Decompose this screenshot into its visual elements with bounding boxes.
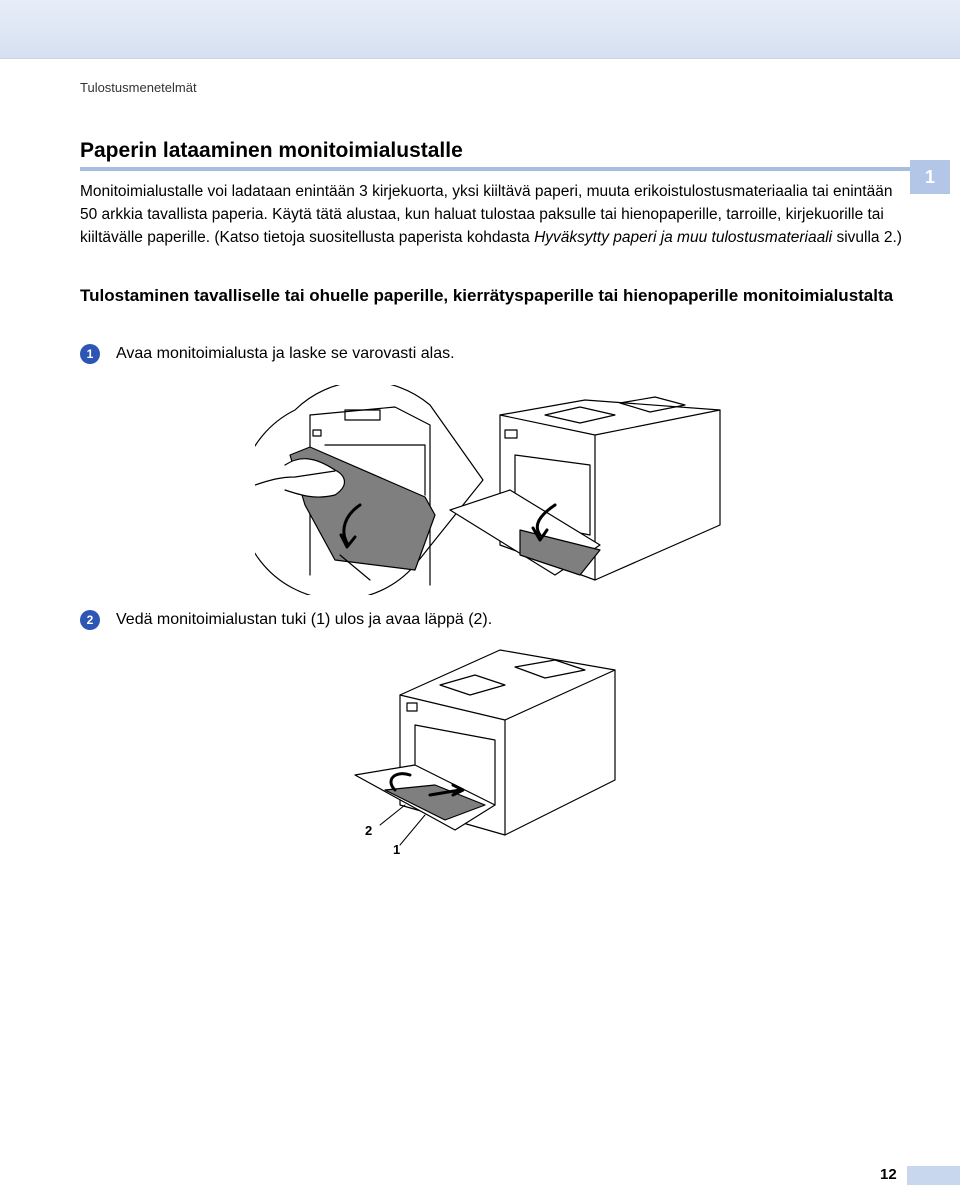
subheading: Tulostaminen tavalliselle tai ohuelle paperille, kierrätyspaperille tai hienopaperille monitoimialustalta: [80, 286, 894, 305]
intro-text-1: Monitoimialustalle voi ladataan enintään 3 kirjekuorta, yksi kiiltävä paperi, muuta erikoistulostusmateriaalia tai enintään 50 arkkia tavallista paperia. Käytä tätä alustaa, kun haluat tulostaa paksulle tai hienopaperille, tarroille, kirjekuorille tai kiiltävälle paperille. (Katso tietoja suositellusta paperista kohdasta: [80, 183, 893, 246]
page-number: 12: [880, 1166, 897, 1183]
cross-reference-link[interactable]: Hyväksytty paperi ja muu tulostusmateriaali: [534, 229, 833, 246]
intro-paragraph: [80, 180, 910, 249]
chapter-tab: 1: [910, 160, 950, 194]
illustration-pull-support: [345, 645, 620, 860]
printer-drawing: [450, 397, 720, 580]
header-band: [0, 0, 960, 59]
step-number-2: 2: [80, 610, 100, 630]
detail-circle: [255, 385, 483, 595]
running-head: Tulostusmenetelmät: [80, 80, 197, 95]
page-tab: [907, 1166, 960, 1185]
section-title: Paperin lataaminen monitoimialustalle: [80, 139, 463, 162]
step-number-1: 1: [80, 344, 100, 364]
callout-2: 2: [365, 823, 373, 838]
intro-text-2: sivulla 2.): [832, 229, 902, 246]
step-2: [80, 610, 492, 630]
step-1-text: Avaa monitoimialusta ja laske se varovasti alas.: [116, 345, 455, 362]
step-2-text: Vedä monitoimialustan tuki (1) ulos ja avaa läppä (2).: [116, 611, 493, 628]
callout-1: 1: [393, 842, 401, 857]
title-rule: [80, 167, 910, 171]
illustration-open-mp-tray: [255, 385, 725, 595]
step-1: [80, 344, 455, 364]
